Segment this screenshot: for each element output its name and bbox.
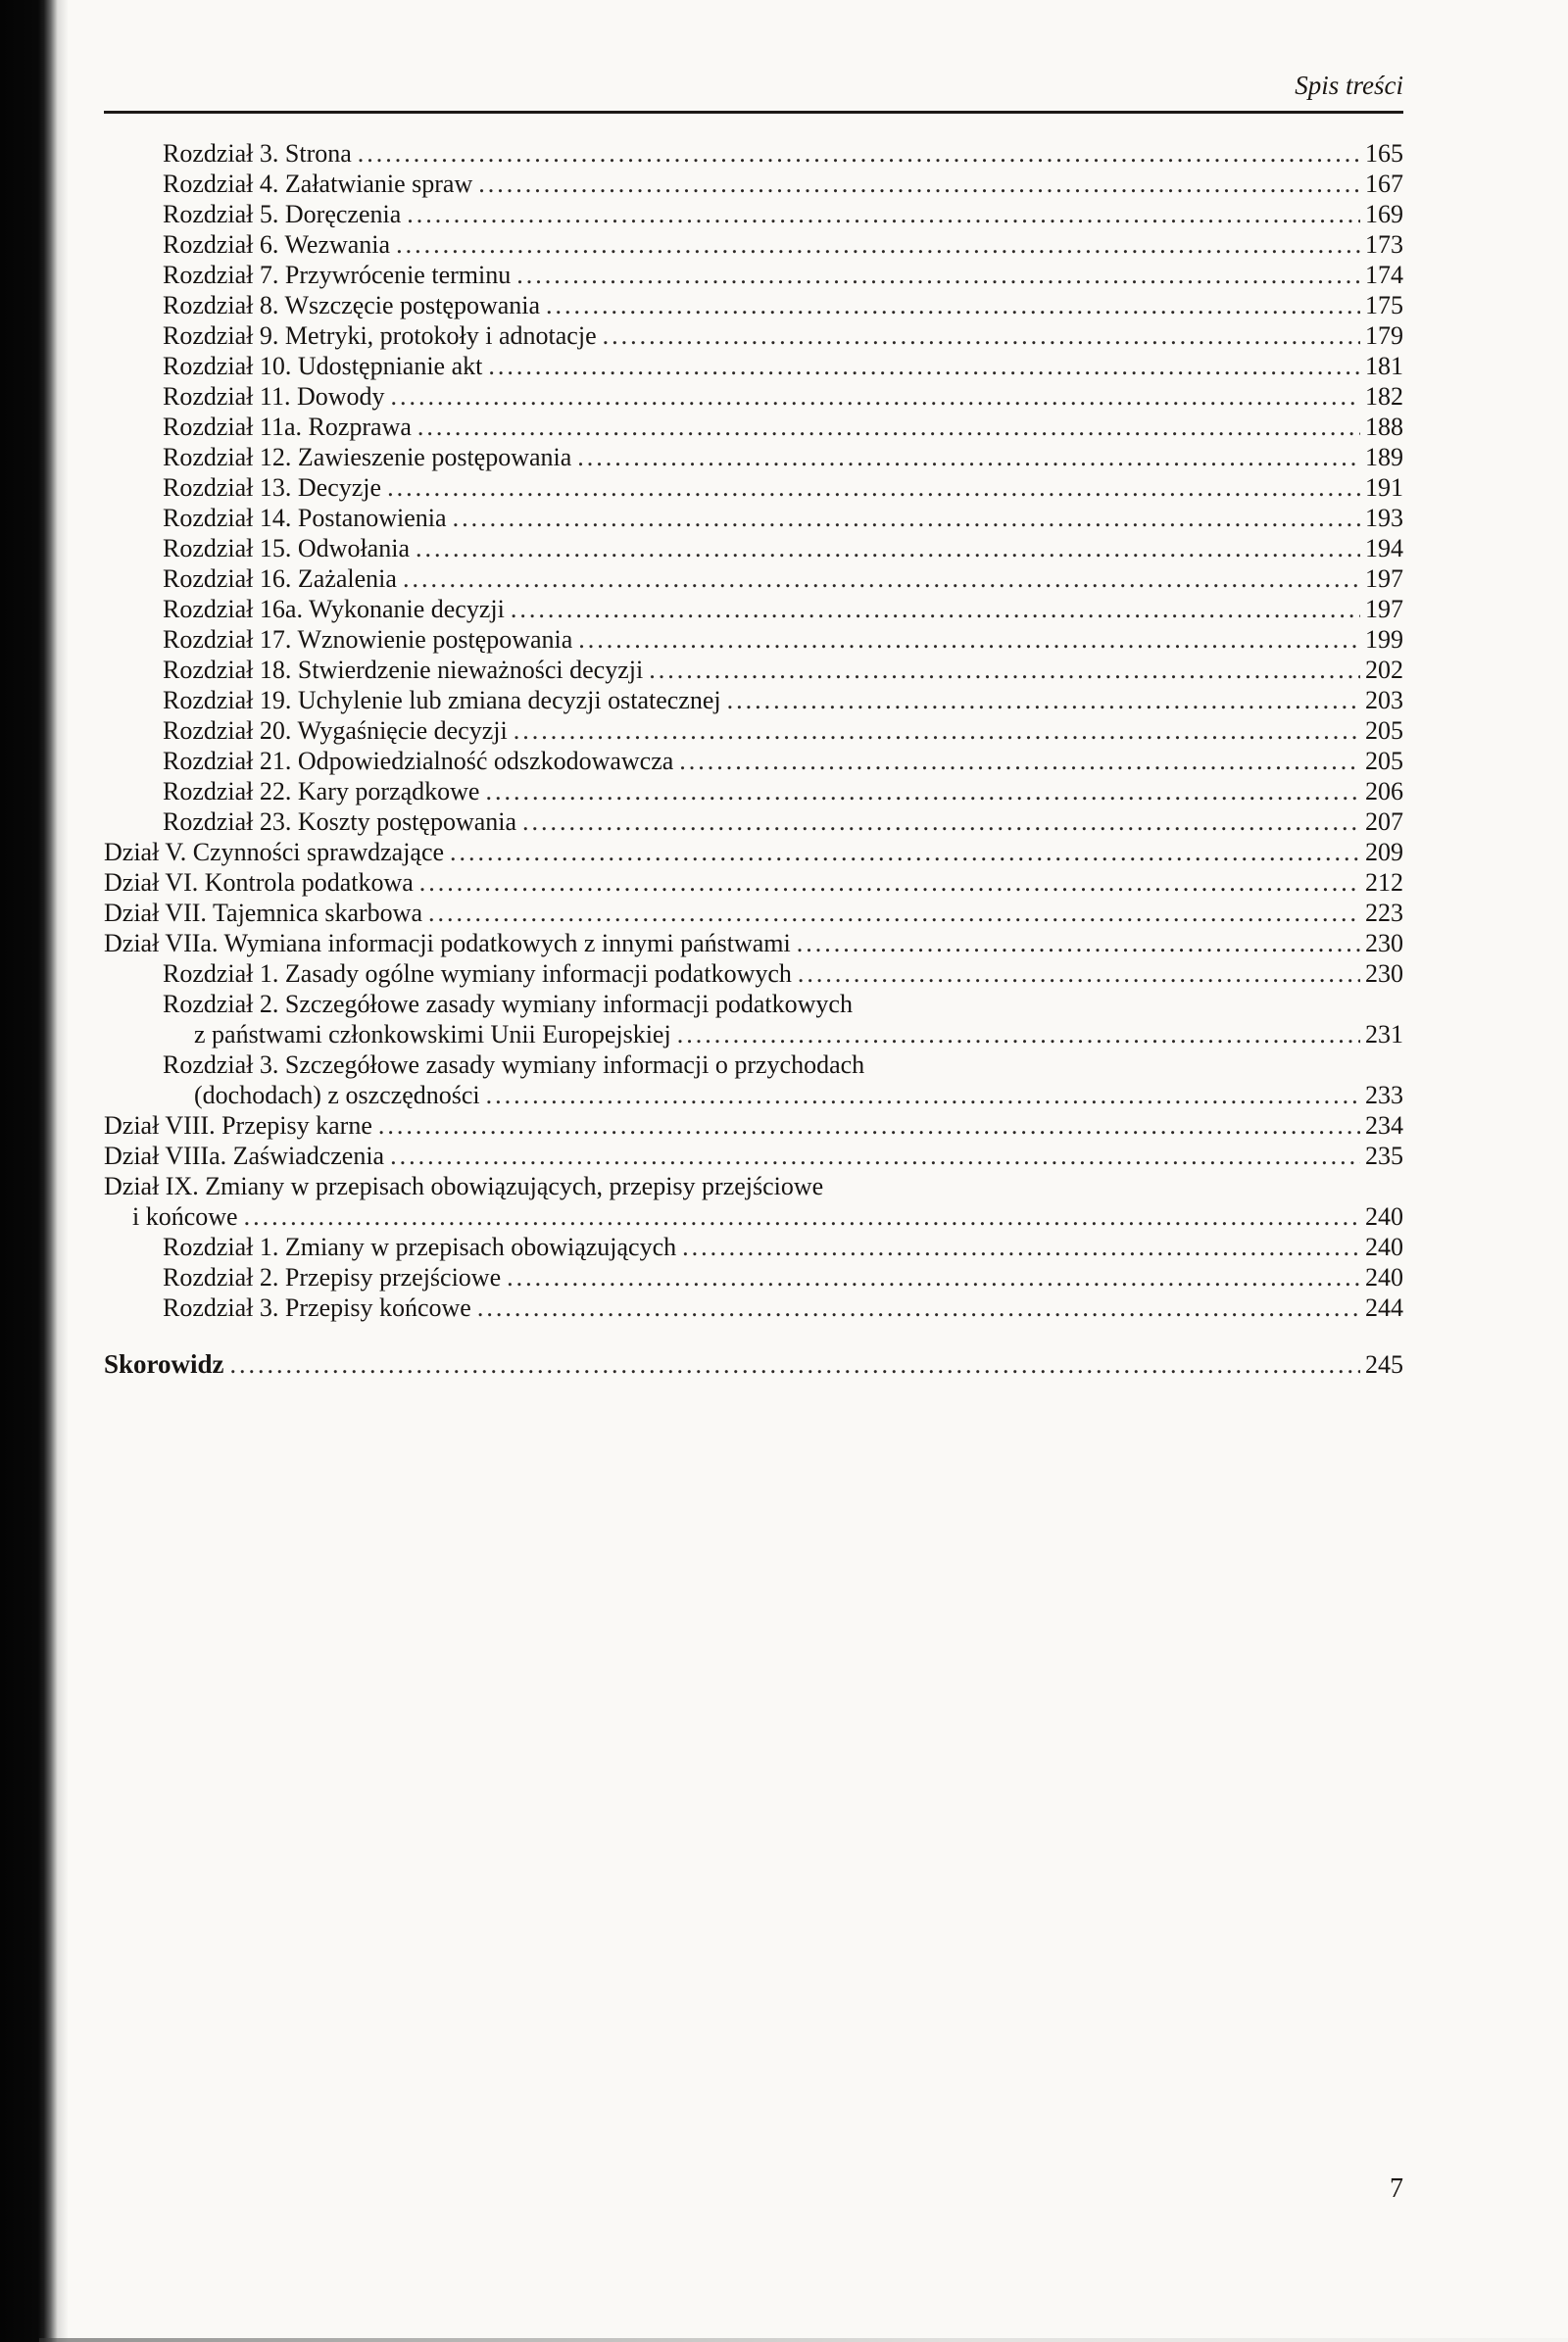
toc-entry-line — [104, 260, 1403, 290]
dot-leader — [396, 229, 1360, 260]
dot-leader — [358, 138, 1360, 169]
toc-entry-line — [104, 746, 1403, 776]
toc-entry-line — [104, 290, 1403, 320]
toc-entry-line — [104, 1049, 1403, 1080]
dot-leader — [387, 472, 1360, 503]
dot-leader — [378, 1110, 1360, 1141]
toc-entry-line — [104, 867, 1403, 898]
toc-entry-line — [104, 1201, 1403, 1232]
toc-entry-page: 209 — [1365, 838, 1403, 866]
toc-entry-page: 182 — [1365, 382, 1403, 411]
toc-entry-page: 189 — [1365, 443, 1403, 471]
toc-entry-line — [104, 442, 1403, 472]
toc-entry-page: 193 — [1365, 504, 1403, 532]
dot-leader — [416, 533, 1360, 563]
toc-entry-page: 235 — [1365, 1142, 1403, 1170]
toc-entry-title: Dział VII. Tajemnica skarbowa — [104, 899, 422, 927]
toc-entry-title: (dochodach) z oszczędności — [194, 1081, 480, 1109]
toc-entry-title: Rozdział 10. Udostępnianie akt — [163, 352, 483, 380]
book-binding-shadow — [0, 0, 69, 2342]
toc-entry-page: 230 — [1365, 959, 1403, 988]
page-number: 7 — [1390, 2173, 1403, 2204]
toc-entry-page: 175 — [1365, 291, 1403, 319]
dot-leader — [727, 685, 1360, 715]
toc-entry-title: i końcowe — [132, 1202, 238, 1231]
toc-entry-page: 202 — [1365, 656, 1403, 684]
dot-leader — [428, 898, 1360, 928]
toc-entry-page: 205 — [1365, 747, 1403, 775]
toc-entry-title: Rozdział 18. Stwierdzenie nieważności decyzji — [163, 656, 644, 684]
toc-entry-title: Rozdział 16. Zażalenia — [163, 564, 397, 593]
toc-entry-title: Dział VIIIa. Zaświadczenia — [104, 1142, 385, 1170]
running-head-title: Spis treści — [1295, 71, 1403, 100]
toc-entry-title: Rozdział 13. Decyzje — [163, 473, 382, 502]
toc-entry-page: 197 — [1365, 595, 1403, 623]
dot-leader — [478, 169, 1360, 199]
toc-entry-line — [104, 685, 1403, 715]
toc-entry-page: 207 — [1365, 807, 1403, 836]
toc-entry-page: 212 — [1365, 868, 1403, 897]
toc-entry-title: Rozdział 12. Zawieszenie postępowania — [163, 443, 572, 471]
toc-entry-line — [104, 1141, 1403, 1171]
toc-entry-title: Rozdział 3. Strona — [163, 139, 352, 168]
toc-entry-line — [104, 412, 1403, 442]
dot-leader — [578, 624, 1360, 655]
toc-entry-line — [104, 715, 1403, 746]
toc-entry-page: 245 — [1365, 1350, 1403, 1379]
dot-leader — [485, 776, 1360, 806]
toc-entry-title: Dział IX. Zmiany w przepisach obowiązujących, przepisy przejściowe — [104, 1172, 824, 1200]
toc-entry-page: 191 — [1365, 473, 1403, 502]
toc-entry-title: Rozdział 2. Przepisy przejściowe — [163, 1263, 502, 1292]
dot-leader — [390, 1141, 1360, 1171]
toc-entry-line — [104, 229, 1403, 260]
toc-entry-page: 206 — [1365, 777, 1403, 805]
toc-entry-page: 240 — [1365, 1233, 1403, 1261]
toc-entry-line — [104, 806, 1403, 837]
dot-leader — [677, 1019, 1360, 1049]
toc-entry-line — [104, 624, 1403, 655]
dot-leader — [797, 928, 1360, 958]
toc-entry-title: Dział VIII. Przepisy karne — [104, 1111, 372, 1140]
dot-leader — [486, 1080, 1360, 1110]
dot-leader — [516, 260, 1360, 290]
dot-leader — [403, 563, 1360, 594]
toc-entry-title: Rozdział 19. Uchylenie lub zmiana decyzji ostatecznej — [163, 686, 721, 714]
toc-entry-page: 179 — [1365, 321, 1403, 350]
toc-entry-page: 199 — [1365, 625, 1403, 654]
toc-entry-line — [104, 563, 1403, 594]
toc-entry-page: 231 — [1365, 1020, 1403, 1049]
toc-entry-line — [104, 928, 1403, 958]
toc-entry-title: Rozdział 11a. Rozprawa — [163, 413, 412, 441]
toc-entry-page: 165 — [1365, 139, 1403, 168]
toc-entry-title: Rozdział 3. Przepisy końcowe — [163, 1293, 471, 1322]
dot-leader — [488, 351, 1360, 381]
dot-leader — [419, 867, 1360, 898]
toc-entry-line — [104, 958, 1403, 989]
toc-entry-page: 233 — [1365, 1081, 1403, 1109]
toc-entry-title: Rozdział 6. Wezwania — [163, 230, 391, 259]
toc-entry-title: Rozdział 23. Koszty postępowania — [163, 807, 517, 836]
dot-leader — [682, 1232, 1360, 1262]
dot-leader — [511, 594, 1360, 624]
toc-entry-page: 205 — [1365, 716, 1403, 745]
toc-entry-line — [104, 351, 1403, 381]
dot-leader — [230, 1349, 1360, 1380]
toc-entry-page: 203 — [1365, 686, 1403, 714]
toc-entry-page: 173 — [1365, 230, 1403, 259]
toc-entry-page: 244 — [1365, 1293, 1403, 1322]
dot-leader — [417, 412, 1360, 442]
toc-entry-line — [104, 199, 1403, 229]
dot-leader — [679, 746, 1360, 776]
toc-entry-title: Rozdział 1. Zmiany w przepisach obowiązujących — [163, 1233, 677, 1261]
dot-leader — [507, 1262, 1360, 1293]
toc-entry-line — [104, 1019, 1403, 1049]
toc-entry-page: 240 — [1365, 1263, 1403, 1292]
toc-entry-page: 174 — [1365, 261, 1403, 289]
toc-entry-page: 240 — [1365, 1202, 1403, 1231]
dot-leader — [603, 320, 1360, 351]
dot-leader — [477, 1293, 1360, 1323]
toc-entry-title: Rozdział 3. Szczegółowe zasady wymiany informacji o przychodach — [163, 1050, 865, 1079]
dot-leader — [577, 442, 1360, 472]
toc-entry-line — [104, 1110, 1403, 1141]
toc-entry-line — [104, 1232, 1403, 1262]
toc-entry-line — [104, 503, 1403, 533]
toc-entry-line — [104, 837, 1403, 867]
toc-entry-title: Rozdział 9. Metryki, protokoły i adnotacje — [163, 321, 597, 350]
toc-entry-title: Skorowidz — [104, 1349, 224, 1379]
toc-entry-title: Rozdział 21. Odpowiedzialność odszkodowawcza — [163, 747, 674, 775]
toc-entry-title: Rozdział 5. Doręczenia — [163, 200, 402, 228]
toc-entry-line — [104, 533, 1403, 563]
toc-entry-page: 167 — [1365, 170, 1403, 198]
toc-entry-page: 169 — [1365, 200, 1403, 228]
toc-entry-title: Rozdział 8. Wszczęcie postępowania — [163, 291, 541, 319]
toc-entry-line — [104, 138, 1403, 169]
toc-entry-title: Rozdział 17. Wznowienie postępowania — [163, 625, 573, 654]
toc-entry-title: Rozdział 1. Zasady ogólne wymiany informacji podatkowych — [163, 959, 792, 988]
dot-leader — [244, 1201, 1360, 1232]
toc-entry-line — [104, 169, 1403, 199]
toc-entry-title: Rozdział 22. Kary porządkowe — [163, 777, 480, 805]
toc-entry-line — [104, 594, 1403, 624]
toc-entry-page: 234 — [1365, 1111, 1403, 1140]
toc-entry-line — [104, 472, 1403, 503]
toc-entry-line — [104, 776, 1403, 806]
toc-entry-page: 223 — [1365, 899, 1403, 927]
toc-entry-page: 197 — [1365, 564, 1403, 593]
toc-entry-line — [104, 655, 1403, 685]
toc-entry-title: Rozdział 2. Szczegółowe zasady wymiany informacji podatkowych — [163, 990, 853, 1018]
toc-entry-line — [104, 320, 1403, 351]
toc-entry-title: Dział V. Czynności sprawdzające — [104, 838, 445, 866]
dot-leader — [391, 381, 1361, 412]
dot-leader — [453, 503, 1360, 533]
toc-entry-line — [104, 1262, 1403, 1293]
dot-leader — [798, 958, 1360, 989]
toc-entry-title: z państwami członkowskimi Unii Europejskiej — [194, 1020, 671, 1049]
page-content — [104, 0, 1403, 1380]
toc-entry-page: 194 — [1365, 534, 1403, 562]
toc-entry-title: Dział VIIa. Wymiana informacji podatkowych z innymi państwami — [104, 929, 791, 957]
toc-entry-page: 188 — [1365, 413, 1403, 441]
dot-leader — [514, 715, 1360, 746]
toc-entry-title: Rozdział 16a. Wykonanie decyzji — [163, 595, 505, 623]
dot-leader — [522, 806, 1360, 837]
toc-entry-page: 181 — [1365, 352, 1403, 380]
dot-leader — [649, 655, 1360, 685]
toc-entry-line — [104, 381, 1403, 412]
dot-leader — [546, 290, 1360, 320]
dot-leader — [407, 199, 1360, 229]
toc-entry-page: 230 — [1365, 929, 1403, 957]
toc-entry-title: Rozdział 4. Załatwianie spraw — [163, 170, 473, 198]
dot-leader — [450, 837, 1360, 867]
toc-entry-line — [104, 1293, 1403, 1323]
toc-entry-line — [104, 989, 1403, 1019]
toc-entry-line — [104, 1349, 1403, 1380]
toc-entry-title: Rozdział 7. Przywrócenie terminu — [163, 261, 512, 289]
toc-list — [104, 138, 1403, 1380]
toc-entry-title: Dział VI. Kontrola podatkowa — [104, 868, 414, 897]
toc-entry-title: Rozdział 14. Postanowienia — [163, 504, 447, 532]
toc-entry-line — [104, 1171, 1403, 1201]
toc-entry-line — [104, 1080, 1403, 1110]
scan-bottom-edge — [39, 2338, 1568, 2342]
toc-entry-title: Rozdział 20. Wygaśnięcie decyzji — [163, 716, 508, 745]
header-rule — [104, 111, 1403, 114]
toc-entry-title: Rozdział 11. Dowody — [163, 382, 385, 411]
toc-entry-line — [104, 898, 1403, 928]
toc-entry-title: Rozdział 15. Odwołania — [163, 534, 410, 562]
